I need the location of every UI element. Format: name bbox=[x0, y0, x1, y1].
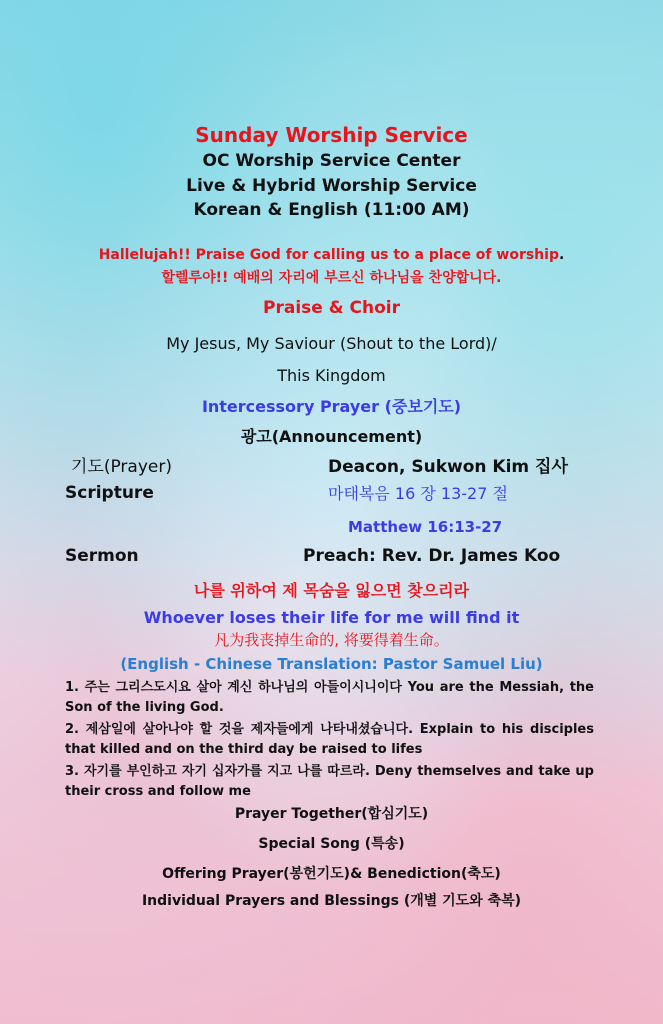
sermon-point-1: 1. 주는 그리스도시요 살아 계신 하나님의 아들이시니이다 You are the Messiah, the Son of the living God. bbox=[65, 680, 594, 715]
offering-benediction: Offering Prayer(봉헌기도)& Benediction(축도) bbox=[162, 866, 501, 882]
scripture-label: Scripture bbox=[65, 483, 154, 503]
sermon-point-3: 3. 자기를 부인하고 자기 십자가를 지고 나를 따르라. Deny themselves and take up their cross and follow me bbox=[65, 764, 594, 799]
format-line: Live & Hybrid Worship Service bbox=[186, 176, 477, 196]
opening-english bbox=[0, 245, 663, 265]
location-line: OC Worship Service Center bbox=[202, 151, 461, 171]
translation-credit: (English - Chinese Translation: Pastor Samuel Liu) bbox=[120, 655, 543, 673]
song-line-1: My Jesus, My Saviour (Shout to the Lord)/ bbox=[166, 334, 497, 353]
sermon-title-korean: 나를 위하여 제 목숨을 잃으면 찾으리라 bbox=[193, 581, 470, 600]
announcement: 광고(Announcement) bbox=[240, 427, 423, 446]
sermon-label: Sermon bbox=[65, 546, 139, 566]
special-song: Special Song (특송) bbox=[258, 836, 405, 852]
prayer-leader: Deacon, Sukwon Kim 집사 bbox=[328, 457, 568, 477]
scripture-english: Matthew 16:13-27 bbox=[348, 518, 503, 536]
language-time-line: Korean & English (11:00 AM) bbox=[193, 200, 470, 220]
prayer-together: Prayer Together(합심기도) bbox=[234, 806, 429, 822]
sermon-point-2: 2. 제삼일에 살아나야 할 것을 제자들에게 나타내셨습니다. Explain to his disciples that killed and on the third day be raised to lifes bbox=[65, 722, 594, 757]
intercessory-prayer: Intercessory Prayer (중보기도) bbox=[201, 397, 462, 416]
opening-english-text: Hallelujah!! Praise God for calling us to a place of worship bbox=[98, 247, 559, 263]
praise-heading: Praise & Choir bbox=[263, 298, 400, 318]
song-line-2: This Kingdom bbox=[277, 366, 386, 385]
sermon-title-chinese: 凡为我丧掉生命的, 将要得着生命。 bbox=[214, 631, 449, 649]
opening-english-period: . bbox=[558, 247, 565, 263]
preacher: Preach: Rev. Dr. James Koo bbox=[303, 546, 561, 566]
service-title: Sunday Worship Service bbox=[195, 123, 468, 147]
individual-prayers: Individual Prayers and Blessings (개별 기도와 축복) bbox=[141, 893, 522, 909]
sermon-title-english: Whoever loses their life for me will find it bbox=[143, 608, 520, 627]
opening-korean: 할렐루야!! 예배의 자리에 부르신 하나님을 찬양합니다. bbox=[161, 270, 502, 286]
prayer-label-text: 기도(Prayer) bbox=[71, 457, 172, 477]
prayer-label bbox=[71, 456, 172, 478]
scripture-korean: 마태복음 16 장 13-27 절 bbox=[328, 484, 508, 503]
